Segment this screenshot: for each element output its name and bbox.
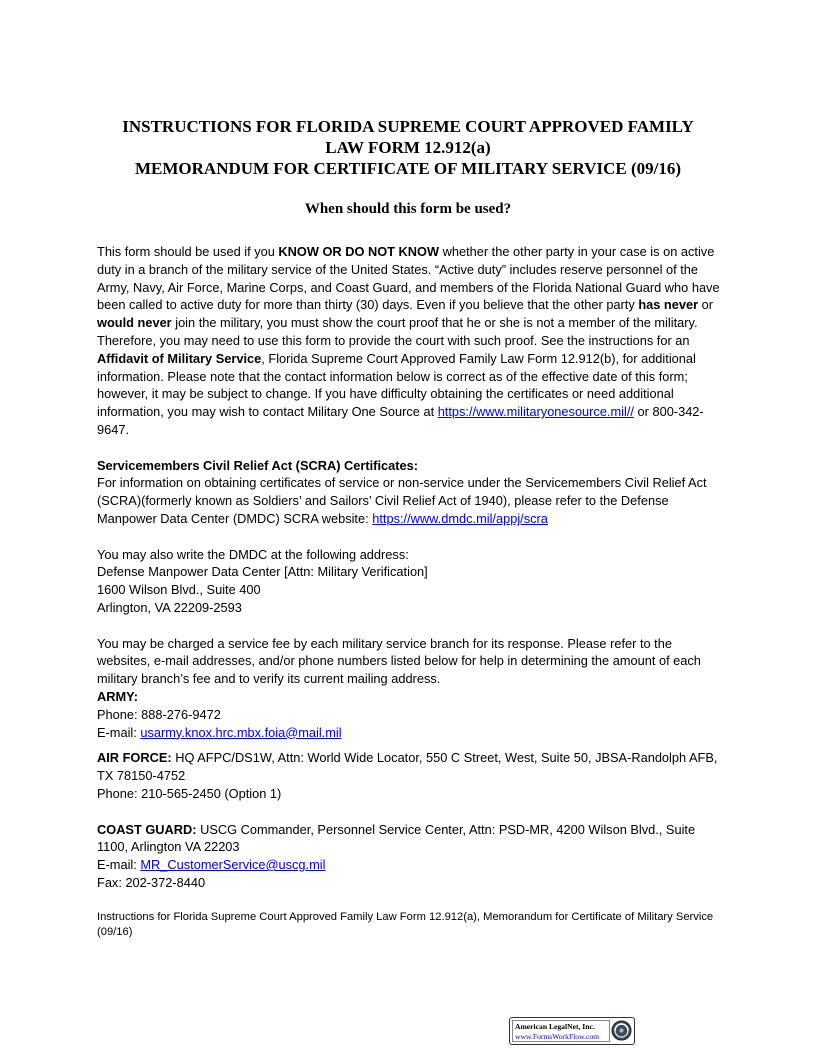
coast-guard-label: COAST GUARD: (97, 821, 197, 837)
army-email (97, 724, 722, 742)
intro-text-3: or (698, 297, 714, 313)
intro-bold-2: has never (638, 297, 699, 313)
footer-note: Instructions for Florida Supreme Court Approved Family Law Form 12.912(a), Memorandum for Certificate of Military Service (09/16) (97, 911, 714, 938)
intro-paragraph (97, 243, 722, 439)
scra-paragraph (97, 474, 722, 527)
globe-icon (611, 1020, 632, 1041)
intro-bold-1: KNOW OR DO NOT KNOW (278, 244, 440, 259)
scra-heading-text: Servicemembers Civil Relief Act (SCRA) Certificates: (97, 457, 418, 473)
publisher-url: www.FormsWorkFlow.com (515, 1032, 600, 1041)
coast-guard-address-text: USCG Commander, Personnel Service Center, Attn: PSD-MR, 4200 Wilson Blvd., Suite 1100, Arlington VA 22203 (97, 821, 696, 855)
title-line-3: MEMORANDUM FOR CERTIFICATE OF MILITARY SERVICE (09/16) (135, 159, 681, 178)
scra-text: For information on obtaining certificates of service or non-service under the Servicemembers Civil Relief Act (SCRA)(formerly known as Soldiers’ and Sailors’ Civil Relief Act of 1940), please refer to the Defense Manpower Data Center (DMDC) SCRA website: (97, 475, 707, 526)
publisher-name: American LegalNet, Inc. (515, 1022, 595, 1031)
air-force-phone: Phone: 210-565-2450 (Option 1) (97, 785, 282, 801)
army-email-label: E-mail: (97, 724, 141, 740)
intro-text-2: whether the other party in your case is on active duty in a branch of the military service of the United States. “Active duty” includes reserve personnel of the Army, Navy, Air Force, Marine Corps, and Coast Guard, and members of the Florida National Guard who have been called to active duty for more than thirty (30) days. Even if you believe that the other party (97, 244, 720, 313)
army-label-text: ARMY: (97, 688, 138, 704)
title-line-2: LAW FORM 12.912(a) (325, 138, 491, 157)
air-force-address (97, 749, 722, 785)
intro-bold-3: would never (97, 315, 172, 331)
coast-guard-email (97, 856, 722, 874)
coast-guard-fax: Fax: 202-372-8440 (97, 874, 206, 890)
army-label (97, 688, 722, 706)
publisher-logo-text (512, 1020, 610, 1042)
publisher-logo[interactable] (509, 1017, 635, 1045)
intro-text-4: join the military, you must show the court proof that he or she is not a member of the military. Therefore, you may need to use this form to provide the court with such proof. See the instructions for an (97, 315, 698, 348)
dmdc-address-line-3: Arlington, VA 22209-2593 (97, 599, 242, 615)
dmdc-address-line-2: 1600 Wilson Blvd., Suite 400 (97, 582, 261, 598)
dmdc-scra-link[interactable]: https://www.dmdc.mil/appj/scra (372, 510, 548, 526)
title-line-1: INSTRUCTIONS FOR FLORIDA SUPREME COURT APPROVED FAMILY (122, 117, 694, 136)
dmdc-address-line-1: Defense Manpower Data Center [Attn: Military Verification] (97, 564, 428, 580)
army-email-link[interactable]: usarmy.knox.hrc.mbx.foia@mail.mil (140, 724, 342, 740)
army-phone: Phone: 888-276-9472 (97, 706, 221, 722)
intro-text-1: This form should be used if you (97, 244, 279, 259)
dmdc-address-intro: You may also write the DMDC at the following address: (97, 546, 409, 562)
fee-paragraph: You may be charged a service fee by each military service branch for its response. Please refer to the websites, e-mail addresses, and/or phone numbers listed below for help in determining the amount of each military branch’s fee and to verify its current mailing address. (97, 635, 701, 687)
intro-bold-4: Affidavit of Military Service (97, 350, 262, 366)
section-heading: When should this form be used? (304, 201, 512, 217)
coast-guard-email-label: E-mail: (97, 857, 141, 873)
coast-guard-email-link[interactable]: MR_CustomerService@uscg.mil (140, 857, 326, 873)
document-title (60, 116, 756, 179)
coast-guard-address (97, 821, 722, 857)
intro-text-5: , Florida Supreme Court Approved Family Law Form 12.912(b), for additional information. Please note that the contact information below is correct as of the effective date of this form; however, it may be subject to change. If you have difficulty obtaining the certificates or need additional information, you may wish to contact Military One Source at (97, 350, 696, 420)
air-force-label: AIR FORCE: (97, 750, 172, 766)
air-force-address-text: HQ AFPC/DS1W, Attn: World Wide Locator, 550 C Street, West, Suite 50, JBSA-Randolph AFB, TX 78150-4752 (97, 750, 718, 784)
intro-text-6: or 800-342-9647. (97, 404, 704, 437)
military-one-source-link[interactable]: https://www.militaryonesource.mil// (437, 404, 634, 420)
document-body (97, 243, 722, 892)
scra-heading (97, 457, 722, 475)
